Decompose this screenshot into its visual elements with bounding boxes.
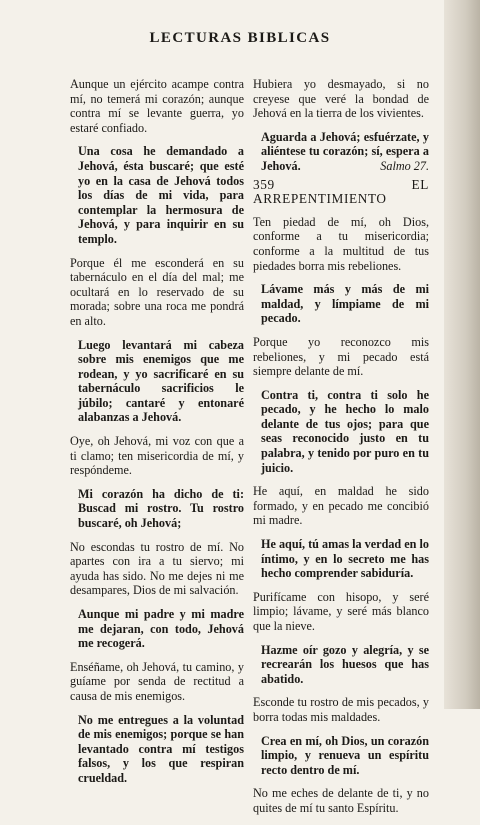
verse-paragraph: Porque yo reconozco mis rebeliones, y mi pecado está siempre delante de mí. — [253, 334, 429, 379]
verse-paragraph-response: Una cosa he demandado a Jehová, ésta buscaré; que esté yo en la casa de Jehová todos los días de mi vida, para contemplar la hermosura de Jehová, y para inquirir en su templo. — [78, 144, 244, 246]
page-edge — [444, 0, 480, 709]
verse-paragraph-response: Lávame más y más de mi maldad, y límpiame de mi pecado. — [261, 282, 429, 326]
right-column — [253, 77, 429, 825]
verse-paragraph-response: He aquí, tú amas la verdad en lo íntimo, y en lo secreto me has hecho comprender sabiduría. — [261, 537, 429, 581]
verse-paragraph: Hubiera yo desmayado, si no creyese que veré la bondad de Jehová en la tierra de los vivientes. — [253, 77, 429, 121]
verse-paragraph: He aquí, en maldad he sido formado, y en pecado me concibió mi madre. — [253, 484, 429, 528]
verse-paragraph-response: Mi corazón ha dicho de ti: Buscad mi rostro. Tu rostro buscaré, oh Jehová; — [78, 486, 244, 531]
page-title: LECTURAS BIBLICAS — [149, 30, 331, 46]
verse-paragraph-response: Crea en mí, oh Dios, un corazón limpio, y renueva un espíritu recto dentro de mí. — [261, 733, 429, 777]
verse-paragraph-response: Luego levantará mi cabeza sobre mis enemigos que me rodean, y yo sacrificaré en su tabernáculo sacrificios le júbilo; cantaré y entonaré alabanzas a Jehová. — [78, 337, 244, 425]
verse-paragraph: Esconde tu rostro de mis pecados, y borra todas mis maldades. — [253, 695, 429, 724]
verse-paragraph-response: No me entregues a la voluntad de mis enemigos; porque se han levantado contra mí testigos falsos, y los que respiran crueldad. — [78, 712, 244, 785]
verse-paragraph: Aunque un ejército acampe contra mí, no temerá mi corazón; aunque contra mí se levante guerra, yo estaré confiado. — [70, 77, 244, 135]
verse-paragraph: No escondas tu rostro de mí. No apartes con ira a tu siervo; mi ayuda has sido. No me dejes ni me desampares, Dios de mi salvación. — [70, 539, 244, 598]
section-heading — [253, 178, 429, 207]
verse-paragraph-response: Aunque mi padre y mi madre me dejaran, con todo, Jehová me recogerá. — [78, 607, 244, 651]
verse-paragraph: Purifícame con hisopo, y seré limpio; lávame, y seré más blanco que la nieve. — [253, 589, 429, 633]
verse-paragraph-response: Contra ti, contra ti solo he pecado, y he hecho lo malo delante de tus ojos; para que seas reconocido justo en tu palabra, y tenido por puro en tu juicio. — [261, 387, 429, 475]
verse-paragraph: Ten piedad de mí, oh Dios, conforme a tu misericordia; conforme a la multitud de tus piedades borra mis rebeliones. — [253, 214, 429, 273]
verse-paragraph-response: Hazme oír gozo y alegría, y se recrearán los huesos que has abatido. — [261, 642, 429, 686]
verse-paragraph-response — [261, 130, 429, 174]
scripture-attribution: Salmo 27. — [380, 158, 429, 173]
verse-paragraph: Porque él me esconderá en su tabernáculo en el día del mal; me ocultará en lo reservado de su morada; sobre una roca me pondrá en alto. — [70, 255, 244, 328]
verse-response-text: Aguarda a Jehová; esfuérzate, y aliéntese tu corazón; sí, espera a Jehová. — [261, 129, 429, 173]
section-number: 359 — [253, 176, 275, 192]
section-title: EL ARREPENTIMIENTO — [253, 176, 429, 207]
left-column — [70, 77, 244, 795]
verse-paragraph: No me eches de delante de ti, y no quites de mí tu santo Espíritu. — [253, 786, 429, 815]
verse-paragraph: Oye, oh Jehová, mi voz con que a ti clamo; ten misericordia de mí, y respóndeme. — [70, 434, 244, 478]
verse-paragraph: Enséñame, oh Jehová, tu camino, y guíame por senda de rectitud a causa de mis enemigos. — [70, 659, 244, 703]
